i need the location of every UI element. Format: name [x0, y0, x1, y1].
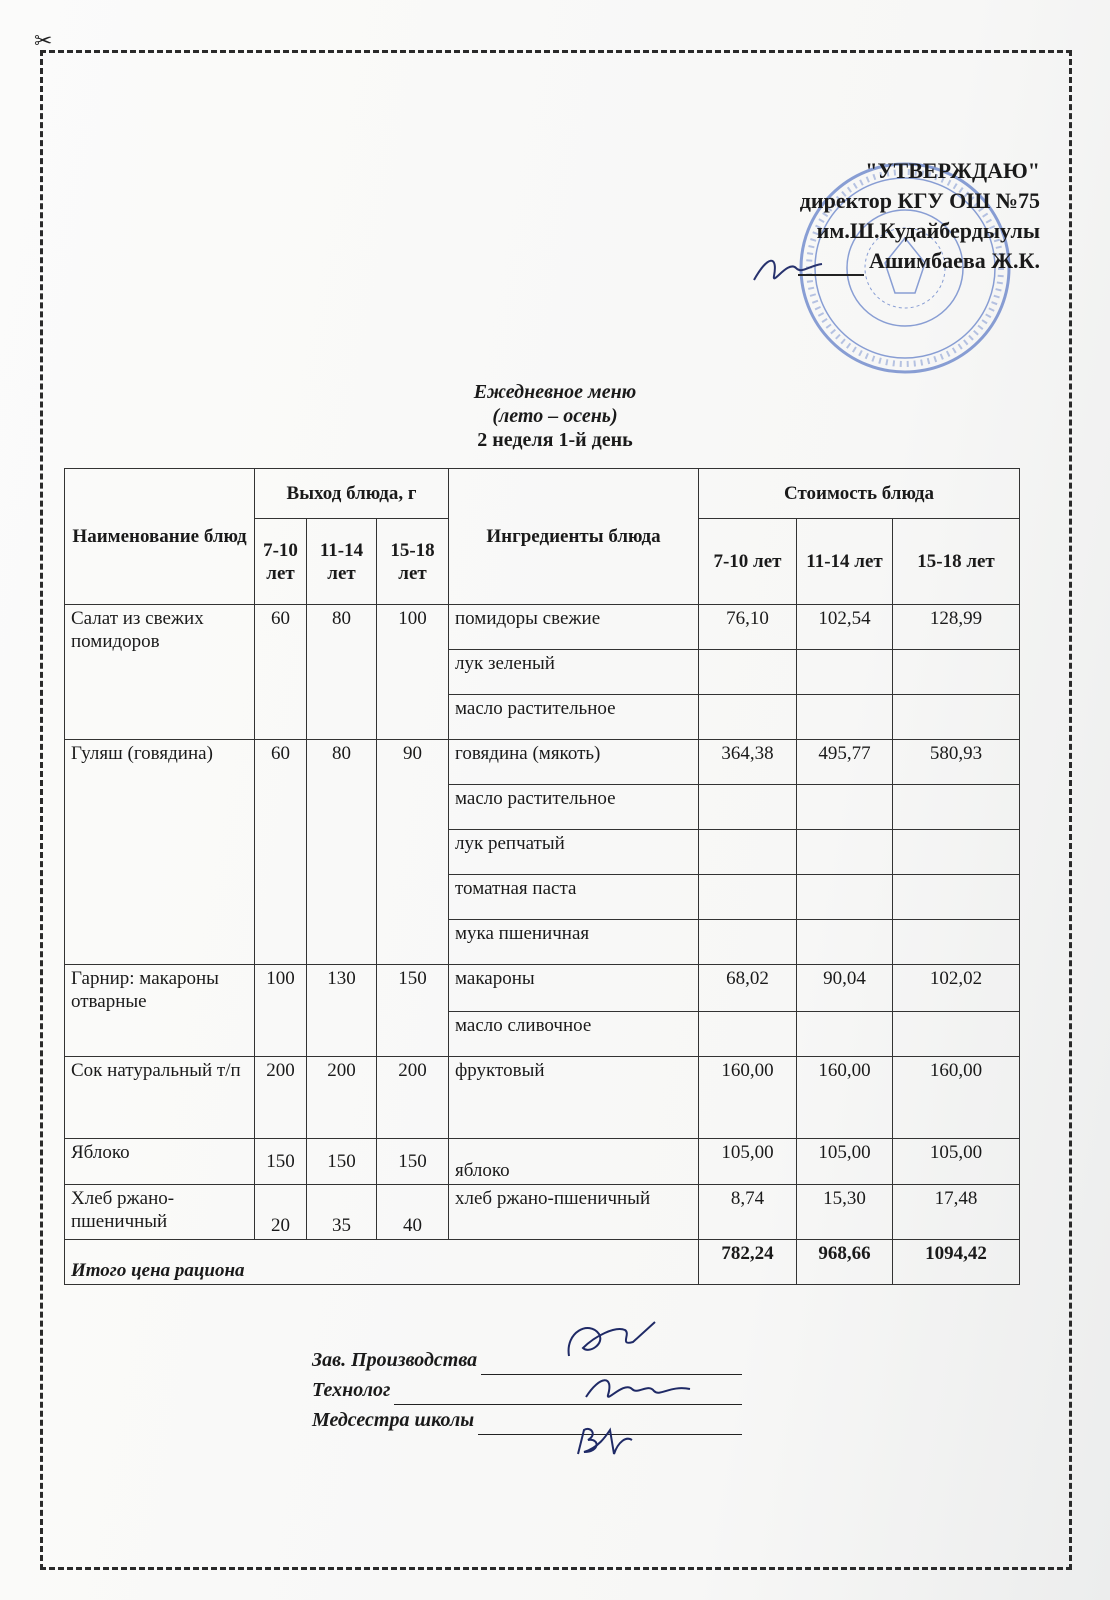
- dish-yield: 150: [255, 1139, 307, 1185]
- dish-cost: 105,00: [699, 1139, 797, 1185]
- dish-yield: 150: [377, 1139, 449, 1185]
- ingredient: фруктовый: [449, 1057, 699, 1139]
- dish-yield: 200: [307, 1057, 377, 1139]
- menu-day: 2 неделя 1-й день: [477, 429, 633, 451]
- ingredient: помидоры свежие: [449, 605, 699, 650]
- dish-yield: 100: [377, 605, 449, 740]
- signature-label-nurse: Медсестра школы: [312, 1409, 475, 1431]
- total-cost: 968,66: [797, 1240, 893, 1285]
- dish-yield: 100: [255, 965, 307, 1057]
- signature-label-production: Зав. Производства: [312, 1349, 478, 1371]
- dish-cost: 8,74: [699, 1185, 797, 1240]
- ingredient: масло сливочное: [449, 1012, 699, 1057]
- dish-yield: 130: [307, 965, 377, 1057]
- header-cost: Стоимость блюда: [699, 469, 1020, 519]
- dish-yield: 150: [377, 965, 449, 1057]
- dish-cost: 15,30: [797, 1185, 893, 1240]
- dish-cost: 160,00: [797, 1057, 893, 1139]
- signature-line: [394, 1382, 742, 1405]
- dish-yield: 20: [255, 1185, 307, 1240]
- signature-row-technologist: [312, 1375, 742, 1405]
- header-dish-name: Наименование блюд: [65, 469, 255, 605]
- dish-yield: 60: [255, 605, 307, 740]
- dish-name: Сок натуральный т/п: [65, 1057, 255, 1139]
- dish-cost: 495,77: [797, 740, 893, 785]
- dish-cost: 102,02: [893, 965, 1020, 1012]
- ingredient: томатная паста: [449, 875, 699, 920]
- dish-cost: 160,00: [699, 1057, 797, 1139]
- ingredient: лук репчатый: [449, 830, 699, 875]
- signature-label-technologist: Технолог: [312, 1379, 391, 1401]
- approval-school: им.Ш.Кудайбердыулы: [816, 218, 1040, 243]
- dish-name: Салат из свежих помидоров: [65, 605, 255, 740]
- menu-title-block: [0, 380, 1110, 452]
- dish-cost: 17,48: [893, 1185, 1020, 1240]
- dish-cost: 105,00: [797, 1139, 893, 1185]
- dish-cost: 364,38: [699, 740, 797, 785]
- ingredient: мука пшеничная: [449, 920, 699, 965]
- dish-cost: 102,54: [797, 605, 893, 650]
- ingredient: хлеб ржано-пшеничный: [449, 1185, 699, 1240]
- header-ingredients: Ингредиенты блюда: [449, 469, 699, 605]
- header-cost-age-1: 7-10 лет: [699, 519, 797, 605]
- signature-line: [478, 1412, 742, 1435]
- dish-name: Яблоко: [65, 1139, 255, 1185]
- header-yield-age-2: 11-14 лет: [307, 519, 377, 605]
- approval-block: [700, 156, 1040, 276]
- header-yield: Выход блюда, г: [255, 469, 449, 519]
- ingredient: лук зеленый: [449, 650, 699, 695]
- dish-cost: 68,02: [699, 965, 797, 1012]
- dish-cost: 90,04: [797, 965, 893, 1012]
- dish-name: Хлеб ржано-пшеничный: [65, 1185, 255, 1240]
- approval-position: директор КГУ ОШ №75: [799, 188, 1040, 213]
- dish-yield: 150: [307, 1139, 377, 1185]
- menu-title: Ежедневное меню: [473, 381, 637, 403]
- total-cost: 782,24: [699, 1240, 797, 1285]
- dish-cost: 76,10: [699, 605, 797, 650]
- ingredient: яблоко: [449, 1139, 699, 1185]
- signature-line: [481, 1352, 742, 1375]
- scissors-icon: ✂: [34, 28, 53, 53]
- approval-signatory-name: Ашимбаева Ж.К.: [869, 248, 1040, 273]
- menu-season: (лето – осень): [492, 405, 618, 427]
- dish-name: Гуляш (говядина): [65, 740, 255, 965]
- dish-yield: 35: [307, 1185, 377, 1240]
- dish-yield: 40: [377, 1185, 449, 1240]
- header-yield-age-1: 7-10 лет: [255, 519, 307, 605]
- total-label: Итого цена рациона: [65, 1240, 699, 1285]
- dish-yield: 80: [307, 605, 377, 740]
- ingredient: масло растительное: [449, 695, 699, 740]
- dish-yield: 80: [307, 740, 377, 965]
- header-yield-age-3: 15-18 лет: [377, 519, 449, 605]
- signatures-block: [312, 1345, 742, 1435]
- signature-row-nurse: [312, 1405, 742, 1435]
- dish-yield: 60: [255, 740, 307, 965]
- dish-cost: 580,93: [893, 740, 1020, 785]
- dish-cost: 128,99: [893, 605, 1020, 650]
- ingredient: масло растительное: [449, 785, 699, 830]
- dish-yield: 200: [377, 1057, 449, 1139]
- dish-yield: 200: [255, 1057, 307, 1139]
- menu-table: [64, 468, 1020, 1285]
- approval-heading: "УТВЕРЖДАЮ": [865, 158, 1040, 183]
- signature-row-production: [312, 1345, 742, 1375]
- header-cost-age-3: 15-18 лет: [893, 519, 1020, 605]
- header-cost-age-2: 11-14 лет: [797, 519, 893, 605]
- dish-cost: 160,00: [893, 1057, 1020, 1139]
- ingredient: говядина (мякоть): [449, 740, 699, 785]
- dish-yield: 90: [377, 740, 449, 965]
- total-cost: 1094,42: [893, 1240, 1020, 1285]
- ingredient: макароны: [449, 965, 699, 1012]
- dish-name: Гарнир: макароны отварные: [65, 965, 255, 1057]
- dish-cost: 105,00: [893, 1139, 1020, 1185]
- approval-signatory: [700, 246, 1040, 276]
